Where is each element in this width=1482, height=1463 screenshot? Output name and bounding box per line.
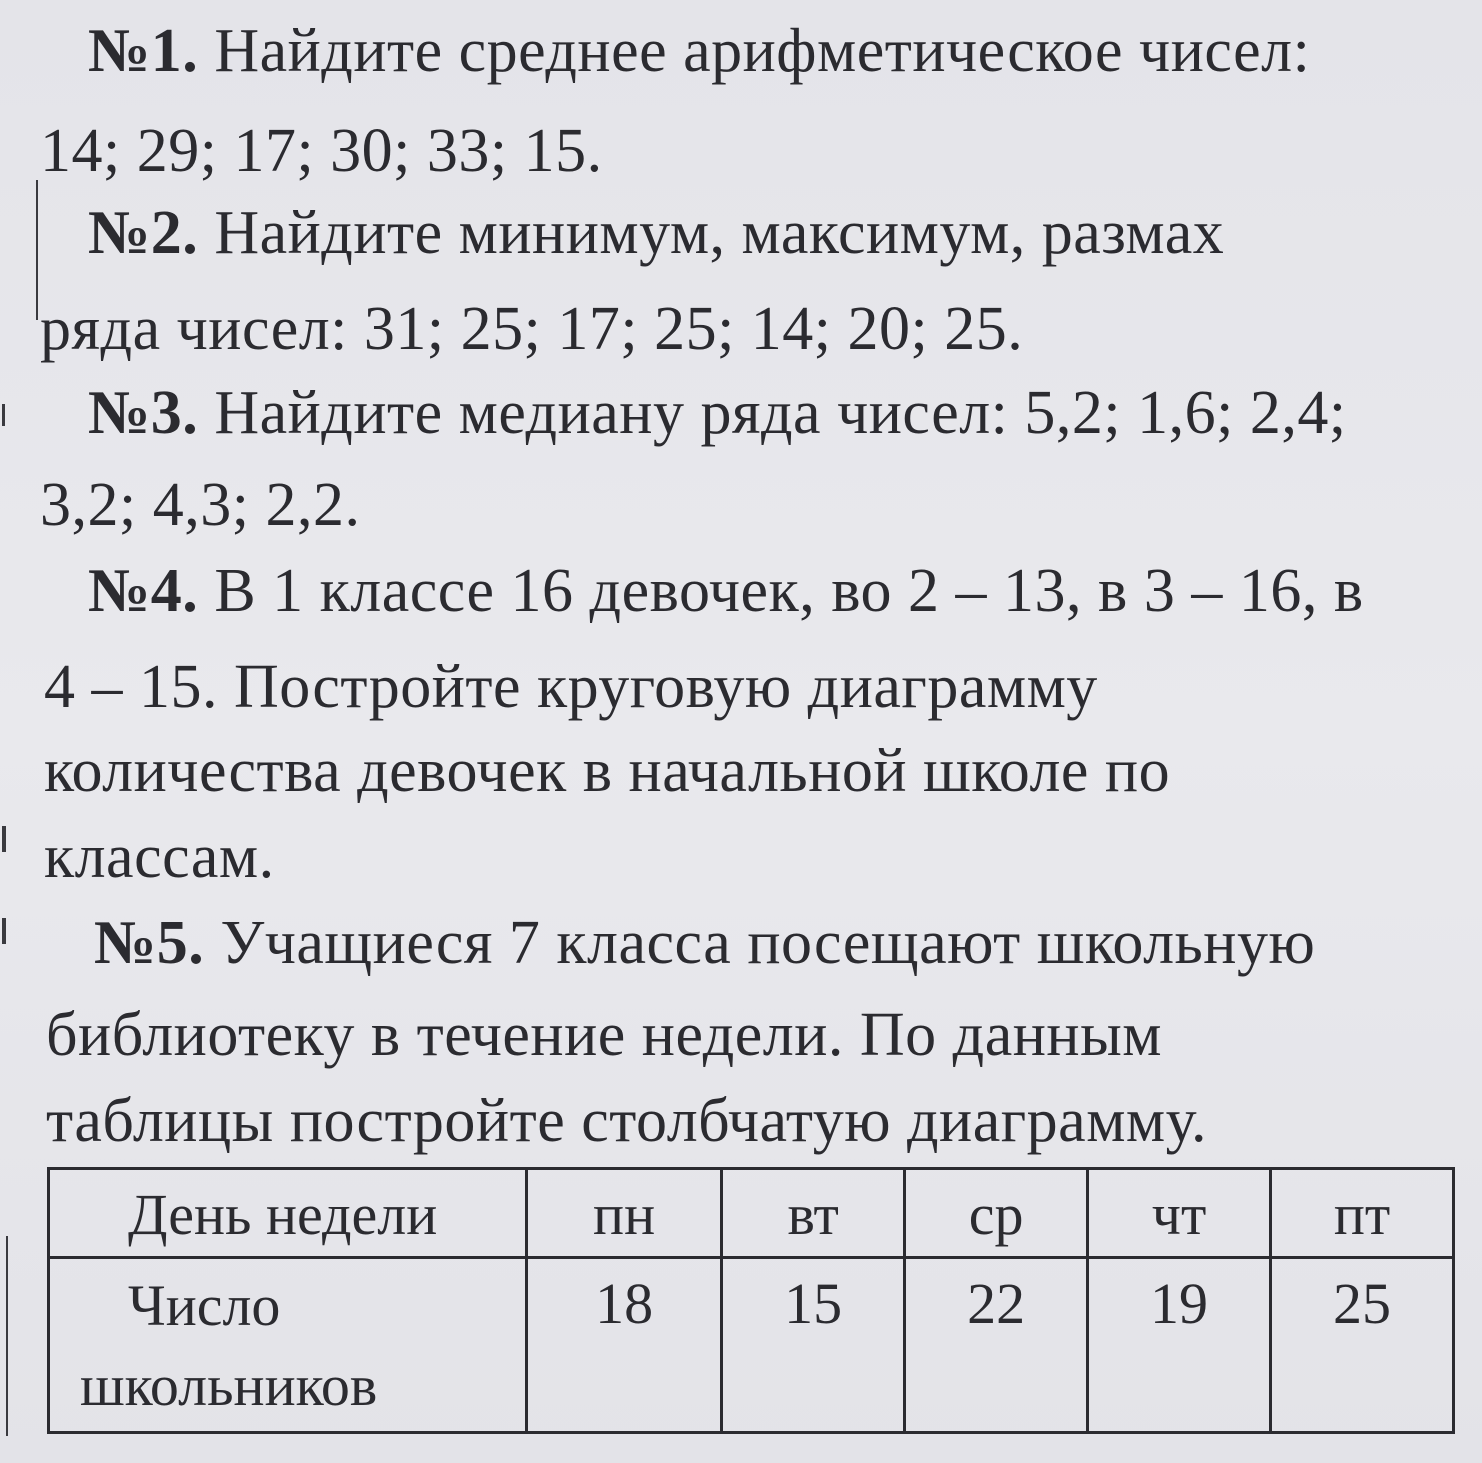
- value-label: 22: [967, 1271, 1026, 1336]
- task5-line2: библиотеку в течение недели. По данным: [46, 1001, 1162, 1069]
- margin-mark: [2, 918, 6, 944]
- margin-mark: [2, 404, 5, 426]
- task4-line1: [88, 557, 1364, 625]
- day-cell: [722, 1169, 905, 1258]
- task5-number: №5.: [94, 909, 205, 977]
- value-cell: [1088, 1258, 1271, 1433]
- day-label: пт: [1333, 1182, 1391, 1247]
- row-label-line1: Число: [128, 1273, 281, 1338]
- margin-mark: [2, 826, 6, 852]
- day-label: ср: [968, 1182, 1024, 1247]
- task4-number: №4.: [88, 557, 199, 625]
- day-cell: [1271, 1169, 1454, 1258]
- task3-line1: [88, 379, 1347, 447]
- task2-line2: ряда чисел: 31; 25; 17; 25; 14; 20; 25.: [40, 295, 1024, 363]
- value-label: 25: [1333, 1271, 1392, 1336]
- value-cell: [905, 1258, 1088, 1433]
- library-visits-table: [47, 1167, 1455, 1434]
- task1-line1: [88, 17, 1311, 85]
- header-label: День недели: [128, 1182, 438, 1247]
- task2-text: Найдите минимум, максимум, размах: [198, 199, 1225, 267]
- day-cell: [1088, 1169, 1271, 1258]
- value-label: 15: [784, 1271, 843, 1336]
- day-cell: [527, 1169, 722, 1258]
- value-cell: [527, 1258, 722, 1433]
- task1-text: Найдите среднее арифметическое чисел:: [198, 17, 1311, 85]
- row-label-cell: [49, 1258, 527, 1433]
- task1-line2: 14; 29; 17; 30; 33; 15.: [40, 117, 603, 185]
- task3-text: Найдите медиану ряда чисел: 5,2; 1,6; 2,4;: [198, 379, 1347, 447]
- margin-mark: [6, 1236, 8, 1436]
- task3-line2: 3,2; 4,3; 2,2.: [40, 471, 361, 539]
- row-label-line2: школьников: [80, 1353, 378, 1418]
- value-label: 18: [595, 1271, 654, 1336]
- value-label: 19: [1150, 1271, 1209, 1336]
- task1-number: №1.: [88, 17, 199, 85]
- task2-number: №2.: [88, 199, 199, 267]
- day-label: вт: [787, 1182, 839, 1247]
- task2-line1: [88, 199, 1225, 267]
- task3-number: №3.: [88, 379, 199, 447]
- task5-line3: таблицы постройте столбчатую диаграмму.: [46, 1087, 1207, 1155]
- value-cell: [722, 1258, 905, 1433]
- day-cell: [905, 1169, 1088, 1258]
- task4-line2: 4 – 15. Постройте круговую диаграмму: [44, 653, 1098, 721]
- task4-line3: количества девочек в начальной школе по: [44, 737, 1171, 805]
- task4-line4: классам.: [44, 823, 275, 891]
- value-cell: [1271, 1258, 1454, 1433]
- task4-text: В 1 классе 16 девочек, во 2 – 13, в 3 – 16, в: [198, 557, 1364, 625]
- header-label-cell: [49, 1169, 527, 1258]
- margin-mark: [36, 180, 38, 320]
- day-label: чт: [1151, 1182, 1207, 1247]
- task5-text: Учащиеся 7 класса посещают школьную: [204, 909, 1316, 977]
- table-values-row: [49, 1258, 1454, 1433]
- task5-line1: [94, 909, 1316, 977]
- table-header-row: [49, 1169, 1454, 1258]
- day-label: пн: [593, 1182, 656, 1247]
